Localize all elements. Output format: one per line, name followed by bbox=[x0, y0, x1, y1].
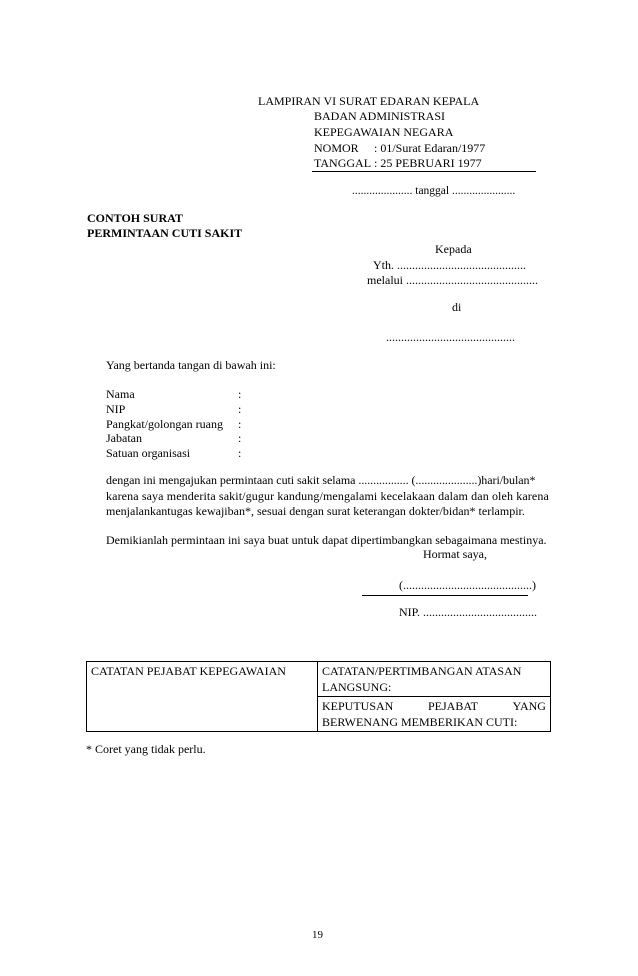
addressee-kepada: Kepada bbox=[435, 242, 472, 256]
body-line-3: menjalankantugas kewajiban*, sesuai dengan surat keterangan dokter/bidan* terlampir. bbox=[106, 504, 525, 518]
lampiran-title: LAMPIRAN VI SURAT EDARAN KEPALA bbox=[258, 94, 480, 108]
lampiran-line-3: KEPEGAWAIAN NEGARA bbox=[314, 125, 454, 139]
field-separator: : bbox=[238, 387, 242, 401]
addressee-melalui: melalui ............................................ bbox=[367, 273, 538, 287]
field-separator: : bbox=[238, 417, 242, 431]
page-number: 19 bbox=[312, 929, 323, 941]
signature-hormat: Hormat saya, bbox=[423, 547, 487, 561]
body-line-1: dengan ini mengajukan permintaan cuti sakit selama ................. (.....................)hari/bulan* bbox=[106, 473, 536, 487]
field-label: NIP bbox=[106, 402, 126, 416]
nomor-value: : 01/Surat Edaran/1977 bbox=[374, 141, 486, 155]
table-word: PEJABAT bbox=[427, 699, 478, 713]
notes-table bbox=[86, 661, 551, 732]
heading-line-1: CONTOH SURAT bbox=[87, 211, 183, 225]
table-right-header-line-1: CATATAN/PERTIMBANGAN ATASAN bbox=[322, 664, 522, 678]
field-separator: : bbox=[238, 402, 242, 416]
field-label: Nama bbox=[106, 387, 135, 401]
field-separator: : bbox=[238, 431, 242, 445]
table-right-header-line-2: LANGSUNG: bbox=[322, 680, 392, 694]
footnote: * Coret yang tidak perlu. bbox=[86, 742, 206, 756]
table-word: KEPUTUSAN bbox=[322, 699, 394, 713]
table-cell-kepegawaian bbox=[87, 662, 318, 732]
table-right-second-line-1 bbox=[322, 698, 546, 714]
header-underline bbox=[312, 171, 536, 172]
closing-text: Demikianlah permintaan ini saya buat untuk dapat dipertimbangkan sebagaimana mestinya. bbox=[106, 533, 547, 547]
table-cell-keputusan bbox=[318, 697, 551, 732]
addressee-di: di bbox=[452, 300, 462, 314]
table-left-header: CATATAN PEJABAT KEPEGAWAIAN bbox=[91, 664, 286, 678]
signature-nip: NIP. ...................................... bbox=[399, 605, 538, 619]
table-cell-atasan bbox=[318, 662, 551, 697]
signature-name: (...........................................) bbox=[399, 578, 536, 592]
tanggal-label: TANGGAL bbox=[314, 156, 372, 170]
signature-line bbox=[362, 595, 528, 596]
date-line: ..................... tanggal ...................... bbox=[352, 185, 516, 197]
addressee-place: ........................................... bbox=[386, 330, 515, 344]
heading-line-2: PERMINTAAN CUTI SAKIT bbox=[87, 226, 243, 240]
table-word: YANG bbox=[512, 699, 546, 713]
intro-text: Yang bertanda tangan di bawah ini: bbox=[106, 358, 276, 372]
lampiran-line-2: BADAN ADMINISTRASI bbox=[314, 109, 446, 123]
nomor-label: NOMOR bbox=[314, 141, 359, 155]
field-label: Pangkat/golongan ruang bbox=[106, 417, 223, 431]
field-label: Jabatan bbox=[106, 431, 142, 445]
table-right-second-line-2: BERWENANG MEMBERIKAN CUTI: bbox=[322, 715, 518, 729]
body-line-2: karena saya menderita sakit/gugur kandung/mengalami kecelakaan dalam dan oleh karena bbox=[106, 489, 549, 503]
field-label: Satuan organisasi bbox=[106, 446, 191, 460]
addressee-yth: Yth. ........................................... bbox=[373, 258, 526, 272]
field-separator: : bbox=[238, 446, 242, 460]
tanggal-value: : 25 PEBRUARI 1977 bbox=[374, 156, 482, 170]
